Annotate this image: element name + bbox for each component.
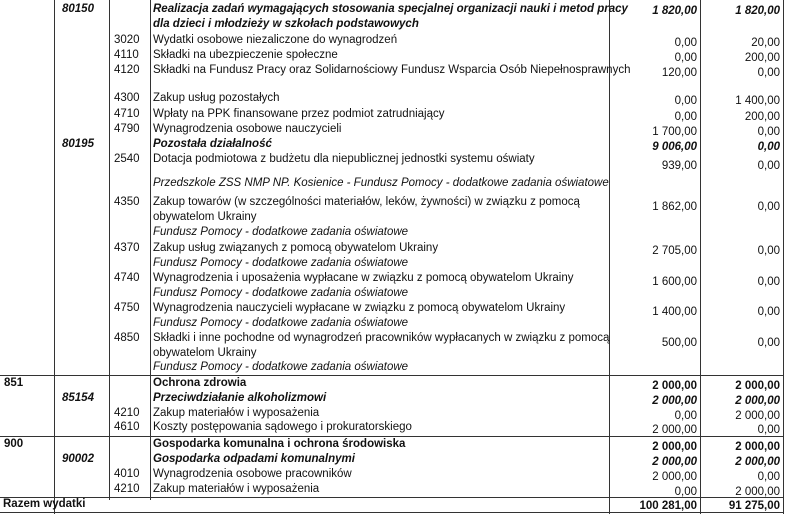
amount-decrease: 1 700,00 bbox=[652, 126, 697, 138]
description-cell: Zakup usług związanych z pomocą obywatelom Ukrainy bbox=[153, 242, 439, 254]
rozdzial-cell: 85154 bbox=[62, 392, 94, 404]
amount-decrease: 1 400,00 bbox=[652, 306, 697, 318]
description-cell: dla dzieci i młodzieży w szkołach podstawowych bbox=[153, 18, 419, 30]
amount-decrease: 2 000,00 bbox=[652, 424, 697, 436]
amount-increase: 2 000,00 bbox=[735, 441, 780, 453]
col-line-2 bbox=[109, 0, 110, 500]
description-cell: Przedszkole ZSS NMP NP. Kosienice - Fundusz Pomocy - dodatkowe zadania oświatowe bbox=[153, 177, 609, 189]
amount-increase: 2 000,00 bbox=[735, 456, 780, 468]
amount-decrease: 120,00 bbox=[661, 67, 697, 79]
amount-decrease: 9 006,00 bbox=[652, 141, 697, 153]
description-cell: Ochrona zdrowia bbox=[153, 377, 247, 389]
paragraf-cell: 4850 bbox=[114, 332, 140, 344]
paragraf-cell: 4610 bbox=[114, 421, 140, 433]
description-cell: Przeciwdziałanie alkoholizmowi bbox=[153, 392, 327, 404]
description-cell: Zakup materiałów i wyposażenia bbox=[153, 483, 320, 495]
amount-decrease: 2 705,00 bbox=[652, 245, 697, 257]
amount-decrease: 2 000,00 bbox=[652, 456, 697, 468]
description-cell: Gospodarka odpadami komunalnymi bbox=[153, 453, 355, 465]
description-cell: Zakup usług pozostałych bbox=[153, 92, 280, 104]
description-cont-cell: obywatelom Ukrainy bbox=[153, 211, 257, 223]
amount-decrease: 1 820,00 bbox=[652, 5, 697, 17]
amount-decrease: 0,00 bbox=[674, 410, 697, 422]
total-label: Razem wydatki bbox=[3, 498, 86, 510]
rozdzial-cell: 90002 bbox=[62, 453, 94, 465]
row-line-851 bbox=[0, 375, 784, 376]
description-cell: Wydatki osobowe niezaliczone do wynagrodzeń bbox=[153, 34, 398, 46]
amount-increase: 0,00 bbox=[757, 126, 780, 138]
col-line-3 bbox=[150, 0, 151, 500]
amount-decrease: 2 000,00 bbox=[652, 471, 697, 483]
description-cell: Fundusz Pomocy - dodatkowe zadania oświatowe bbox=[153, 361, 409, 373]
description-cell: Gospodarka komunalna i ochrona środowiska bbox=[153, 438, 406, 450]
amount-increase: 0,00 bbox=[757, 67, 780, 79]
total-val1: 100 281,00 bbox=[639, 500, 697, 512]
amount-increase: 0,00 bbox=[757, 141, 780, 153]
amount-increase: 1 820,00 bbox=[735, 5, 780, 17]
description-cell: Pozostała działalność bbox=[153, 138, 272, 150]
description-cont-cell: obywatelom Ukrainy bbox=[153, 347, 257, 359]
paragraf-cell: 4010 bbox=[114, 468, 140, 480]
description-cell: Koszty postępowania sądowego i prokuratorskiego bbox=[153, 421, 412, 433]
paragraf-cell: 4790 bbox=[114, 123, 140, 135]
paragraf-cell: 4710 bbox=[114, 108, 140, 120]
description-cell: Składki na ubezpieczenie społeczne bbox=[153, 49, 338, 61]
amount-increase: 2 000,00 bbox=[735, 486, 780, 498]
amount-decrease: 500,00 bbox=[661, 337, 697, 349]
description-cell: Wynagrodzenia nauczycieli wypłacane w związku z pomocą obywatelom Ukrainy bbox=[153, 302, 566, 314]
amount-increase: 0,00 bbox=[757, 245, 780, 257]
description-cell: Zakup towarów (w szczególności materiałów, leków, żywności) w związku z pomocą bbox=[153, 196, 580, 208]
paragraf-cell: 4210 bbox=[114, 407, 140, 419]
description-cell: Fundusz Pomocy - dodatkowe zadania oświatowe bbox=[153, 226, 409, 238]
description-cell: Wynagrodzenia osobowe nauczycieli bbox=[153, 123, 342, 135]
amount-decrease: 0,00 bbox=[674, 37, 697, 49]
amount-increase: 200,00 bbox=[744, 52, 780, 64]
paragraf-cell: 4350 bbox=[114, 196, 140, 208]
amount-decrease: 2 000,00 bbox=[652, 380, 697, 392]
amount-decrease: 1 600,00 bbox=[652, 276, 697, 288]
amount-decrease: 0,00 bbox=[674, 486, 697, 498]
description-cell: Fundusz Pomocy - dodatkowe zadania oświatowe bbox=[153, 287, 409, 299]
total-val2: 91 275,00 bbox=[728, 500, 780, 512]
description-cell: Wynagrodzenia osobowe pracowników bbox=[153, 468, 352, 480]
description-cell: Składki na Fundusz Pracy oraz Solidarnościowy Fundusz Wsparcia Osób Niepełnosprawnych bbox=[153, 64, 631, 76]
description-cell: Wynagrodzenia i uposażenia wypłacane w związku z pomocą obywatelom Ukrainy bbox=[153, 272, 574, 284]
amount-increase: 0,00 bbox=[757, 306, 780, 318]
description-cell: Fundusz Pomocy - dodatkowe zadania oświatowe bbox=[153, 317, 409, 329]
amount-decrease: 0,00 bbox=[674, 95, 697, 107]
amount-increase: 20,00 bbox=[751, 37, 780, 49]
rozdzial-cell: 80195 bbox=[62, 138, 94, 150]
paragraf-cell: 4300 bbox=[114, 92, 140, 104]
amount-decrease: 2 000,00 bbox=[652, 441, 697, 453]
amount-decrease: 0,00 bbox=[674, 52, 697, 64]
amount-increase: 1 400,00 bbox=[735, 95, 780, 107]
amount-increase: 200,00 bbox=[744, 111, 780, 123]
amount-increase: 2 000,00 bbox=[735, 410, 780, 422]
amount-increase: 0,00 bbox=[757, 471, 780, 483]
description-cell: Fundusz Pomocy - dodatkowe zadania oświatowe bbox=[153, 257, 409, 269]
paragraf-cell: 2540 bbox=[114, 153, 140, 165]
amount-increase: 0,00 bbox=[757, 276, 780, 288]
dzial-cell: 851 bbox=[4, 377, 24, 389]
description-cell: Składki i inne pochodne od wynagrodzeń pracowników wypłacanych w związku z pomocą bbox=[153, 332, 610, 344]
rozdzial-cell: 80150 bbox=[62, 3, 94, 15]
description-cell: Wpłaty na PPK finansowane przez podmiot zatrudniający bbox=[153, 108, 445, 120]
paragraf-cell: 4120 bbox=[114, 64, 140, 76]
paragraf-cell: 4740 bbox=[114, 272, 140, 284]
paragraf-cell: 4750 bbox=[114, 302, 140, 314]
amount-decrease: 939,00 bbox=[661, 160, 697, 172]
amount-increase: 2 000,00 bbox=[735, 380, 780, 392]
paragraf-cell: 4110 bbox=[114, 49, 139, 61]
amount-increase: 0,00 bbox=[757, 424, 780, 436]
description-cell: Dotacja podmiotowa z budżetu dla niepublicznej jednostki systemu oświaty bbox=[153, 153, 535, 165]
description-cell: Zakup materiałów i wyposażenia bbox=[153, 407, 320, 419]
paragraf-cell: 4370 bbox=[114, 242, 140, 254]
amount-decrease: 2 000,00 bbox=[652, 395, 697, 407]
paragraf-cell: 4210 bbox=[114, 483, 140, 495]
dzial-cell: 900 bbox=[4, 438, 24, 450]
paragraf-cell: 3020 bbox=[114, 34, 140, 46]
description-cell: Realizacja zadań wymagających stosowania specjalnej organizacji nauki i metod pracy bbox=[153, 3, 628, 15]
amount-increase: 0,00 bbox=[757, 160, 780, 172]
amount-increase: 2 000,00 bbox=[735, 395, 780, 407]
amount-decrease: 0,00 bbox=[674, 111, 697, 123]
amount-increase: 0,00 bbox=[757, 201, 780, 213]
amount-decrease: 1 862,00 bbox=[652, 201, 697, 213]
amount-increase: 0,00 bbox=[757, 337, 780, 349]
